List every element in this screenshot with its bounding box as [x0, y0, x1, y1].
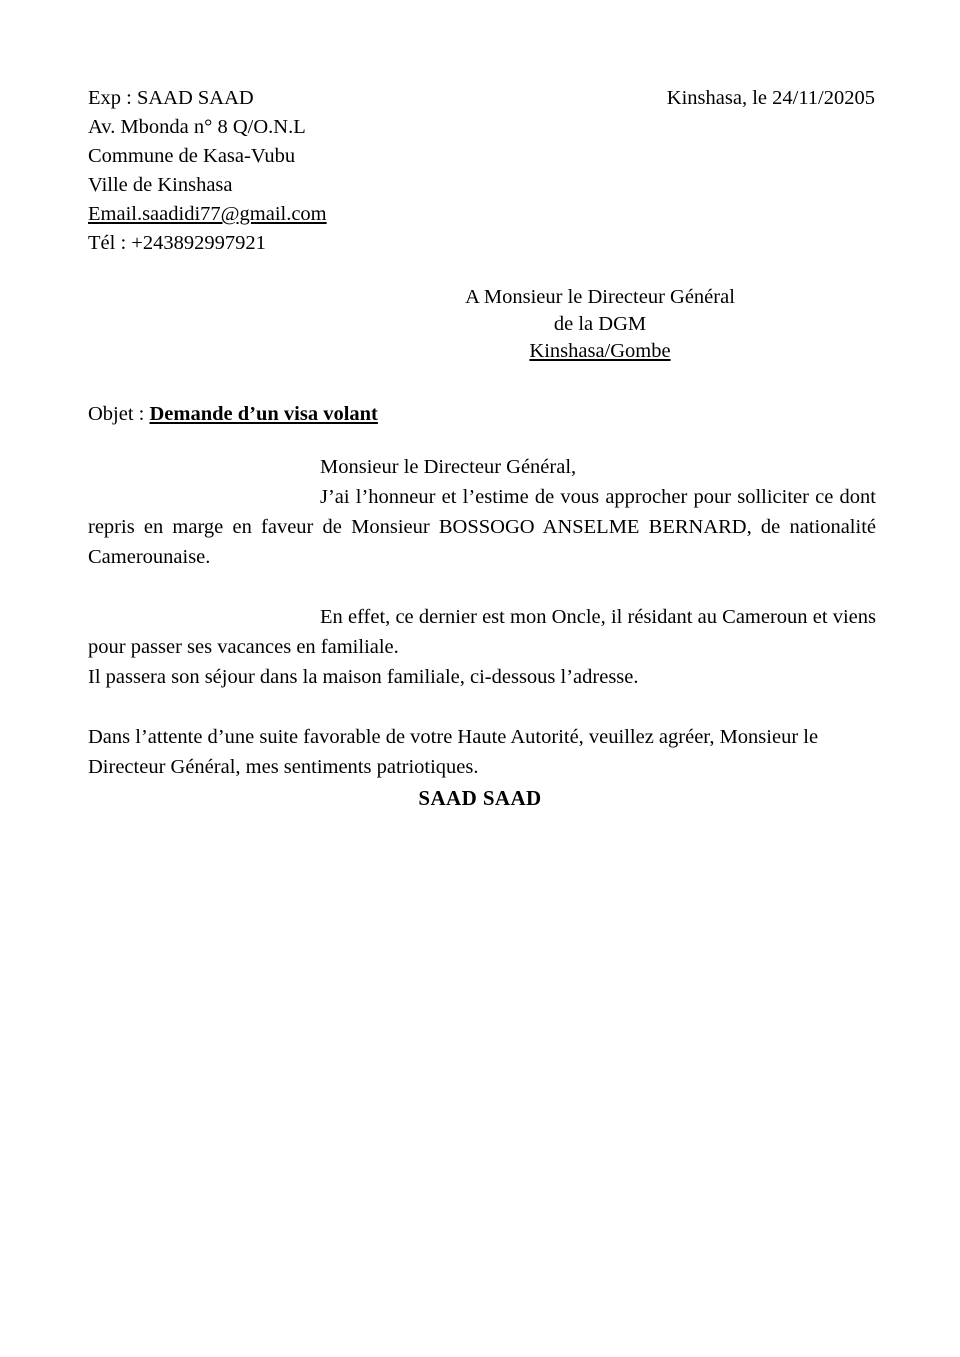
recipient-line-location: Kinshasa/Gombe: [529, 340, 671, 362]
sender-address-block: [88, 84, 327, 258]
subject-label: Objet :: [88, 403, 150, 425]
sender-line-email[interactable]: Email.saadidi77@gmail.com: [88, 203, 327, 225]
body-paragraph-1: J’ai l’honneur et l’estime de vous approcher pour solliciter ce dont repris en marge en faveur de Monsieur BOSSOGO ANSELME BERNARD, de nationalité Camerounaise.: [88, 486, 876, 568]
sender-line-street: Av. Mbonda n° 8 Q/O.N.L: [88, 116, 306, 138]
recipient-address-block: [430, 284, 770, 365]
letter-body: [88, 452, 876, 782]
sender-line-commune: Commune de Kasa-Vubu: [88, 145, 296, 167]
letter-header: [88, 84, 875, 258]
body-paragraph-3: Il passera son séjour dans la maison familiale, ci-dessous l’adresse.: [88, 666, 639, 688]
sender-line-city: Ville de Kinshasa: [88, 174, 233, 196]
recipient-line-title: A Monsieur le Directeur Général: [465, 286, 735, 308]
subject-value: Demande d’un visa volant: [149, 403, 378, 425]
subject-line: [88, 401, 378, 428]
body-paragraph-4: Dans l’attente d’une suite favorable de votre Haute Autorité, veuillez agréer, Monsieur le Directeur Général, mes sentiments patriotiques.: [88, 726, 819, 778]
letter-date: Kinshasa, le 24/11/20205: [666, 87, 875, 109]
body-salutation: Monsieur le Directeur Général,: [320, 456, 577, 478]
sender-line-name: Exp : SAAD SAAD: [88, 87, 254, 109]
body-paragraph-2: En effet, ce dernier est mon Oncle, il résidant au Cameroun et viens pour passer ses vacances en familiale.: [88, 606, 876, 658]
signature-name: SAAD SAAD: [418, 786, 542, 810]
recipient-line-organisation: de la DGM: [553, 313, 647, 335]
sender-line-phone: Tél : +243892997921: [88, 232, 266, 254]
